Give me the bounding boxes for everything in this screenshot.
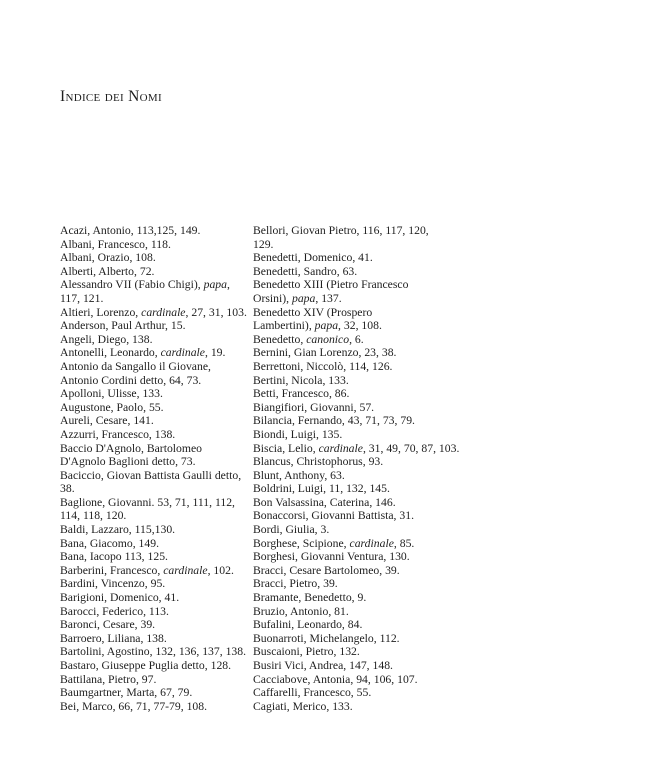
index-entry-line: Busiri Vici, Andrea, 147, 148. [253,659,393,672]
index-entry [253,605,439,619]
index-entry [60,469,246,496]
index-entry-line: Bufalini, Leonardo, 84. [253,618,363,632]
index-entry [253,414,439,428]
index-entry [253,374,439,388]
index-entry [253,333,439,347]
index-entry-line: Berrettoni, Niccolò, 114, 126. [253,359,393,373]
index-entry-line: D'Agnolo Baglioni detto, 73. [60,455,196,469]
index-entry-line: Antonio Cordini detto, 64, 73. [60,373,202,387]
index-entry [253,523,439,537]
index-entry [60,537,246,551]
index-entry [60,428,246,442]
index-entry-line: 117, 121. [60,291,104,305]
index-entry-line: 38. [60,482,75,496]
index-entry-line: Antonio da Sangallo il Giovane, [60,359,211,373]
index-entry-line: Bordi, Giulia, 3. [253,523,330,537]
index-entry-line: Bernini, Gian Lorenzo, 23, 38. [253,346,397,360]
index-entry-line: Baldi, Lazzaro, 115,130. [60,523,176,537]
italic-qualifier: cardinale [141,305,186,319]
index-entry [253,618,439,632]
index-entry [253,591,439,605]
index-entry-line: Bramante, Benedetto, 9. [253,591,367,605]
index-entry-line: Aureli, Cesare, 141. [60,414,154,428]
index-entry [60,645,246,659]
italic-qualifier: papa [291,291,316,305]
index-entry [60,224,246,238]
index-entry-line: Apolloni, Ulisse, 133. [60,387,163,401]
index-entry [60,591,246,605]
index-entry-line: Barroero, Liliana, 138. [60,631,167,645]
index-entry-line: Bracci, Pietro, 39. [253,577,338,591]
index-entry [60,306,246,320]
index-entry-line: Bruzio, Antonio, 81. [253,604,349,618]
index-entry-line: Betti, Francesco, 86. [253,387,350,401]
index-entry-line: Augustone, Paolo, 55. [60,400,164,414]
index-entry [253,306,439,333]
index-entry [253,482,439,496]
index-entry [60,700,246,714]
index-entry [60,564,246,578]
index-entry-line: Antonelli, Leonardo, cardinale, 19. [60,346,226,360]
index-entry [60,360,246,387]
index-entry [60,632,246,646]
italic-qualifier: cardinale [318,441,363,455]
italic-qualifier: cardinale [160,346,205,360]
index-entry [253,441,460,456]
index-entry [60,673,246,687]
index-entry [60,496,246,523]
index-column-right [253,224,460,713]
index-entry [60,414,246,428]
index-entry [253,659,439,673]
index-entry [60,523,246,537]
index-entry [60,659,246,673]
index-entry-line: Bertini, Nicola, 133. [253,373,349,387]
index-entry [60,686,246,700]
index-entry [253,700,439,714]
index-entry-line: Bracci, Cesare Bartolomeo, 39. [253,563,400,577]
index-entry-line: Blunt, Anthony, 63. [253,468,345,482]
index-entry-line: Barigioni, Domenico, 41. [60,591,180,605]
index-entry-line: Cagiati, Merico, 133. [253,699,353,713]
index-entry-line: Benedetti, Domenico, 41. [253,251,373,265]
index-entry-line: Barocci, Federico, 113. [60,604,169,618]
index-entry [60,442,246,469]
index-entry [253,224,439,251]
index-entry-line: Baumgartner, Marta, 67, 79. [60,686,193,700]
index-entry [253,686,439,700]
index-entry-line: Biangifiori, Giovanni, 57. [253,400,375,414]
index-entry-line: Bana, Iacopo 113, 125. [60,550,168,564]
index-entry-line: Blancus, Christophorus, 93. [253,455,384,469]
italic-qualifier: canonico [306,332,350,346]
index-entry-line: Bon Valsassina, Caterina, 146. [253,495,396,509]
index-entry [60,387,246,401]
index-entry [253,360,439,374]
index-entry [60,401,246,415]
index-entry-line: Baronci, Cesare, 39. [60,618,156,632]
index-entry-line: Bartolini, Agostino, 132, 136, 137, 138. [60,645,247,659]
index-entry-line: Orsini), papa, 137. [253,291,342,305]
index-entry-line: Alberti, Alberto, 72. [60,264,155,278]
index-entry [60,278,246,305]
index-entry-line: Albani, Francesco, 118. [60,237,171,251]
index-entry-line: Anderson, Paul Arthur, 15. [60,319,186,333]
index-entry [253,251,439,265]
index-entry [60,319,246,333]
index-entry [253,401,439,415]
index-entry [253,550,439,564]
index-entry-line: Biondi, Luigi, 135. [253,427,343,441]
index-entry [253,645,439,659]
index-entry-line: Angeli, Diego, 138. [60,332,153,346]
index-entry-line: Barberini, Francesco, cardinale, 102. [60,563,234,577]
index-entry [253,469,439,483]
index-entry [253,428,439,442]
index-entry [253,265,439,279]
index-entry-line: Buonarroti, Michelangelo, 112. [253,631,400,645]
index-entry [253,455,439,469]
index-entry [253,577,439,591]
index-entry-line: 129. [253,237,274,251]
index-entry [253,496,439,510]
index-entry-line: Bonaccorsi, Giovanni Battista, 31. [253,509,414,523]
index-entry [253,346,439,360]
index-entry-line: Altieri, Lorenzo, cardinale, 27, 31, 103. [60,305,247,319]
italic-qualifier: cardinale [163,563,208,577]
index-entry-line: Borghese, Scipione, cardinale, 85. [253,536,415,550]
index-entry-line: Cacciabove, Antonia, 94, 106, 107. [253,672,418,686]
index-entry-line: Baciccio, Giovan Battista Gaulli detto, [60,468,242,482]
index-entry-line: Lambertini), papa, 32, 108. [253,319,382,333]
index-column-left [60,224,246,713]
italic-qualifier: cardinale [349,536,394,550]
index-entry-line: Bei, Marco, 66, 71, 77-79, 108. [60,699,208,713]
index-entry [60,577,246,591]
index-entry-line: Baccio D'Agnolo, Bartolomeo [60,441,203,455]
index-entry-line: Benedetto XIV (Prospero [253,305,373,319]
index-entry-line: Caffarelli, Francesco, 55. [253,686,372,700]
italic-qualifier: papa [314,319,339,333]
index-entry-line: Borghesi, Giovanni Ventura, 130. [253,550,410,564]
index-entry-line: Bastaro, Giuseppe Puglia detto, 128. [60,659,232,672]
italic-qualifier: papa [203,278,227,292]
index-entry [253,278,439,305]
index-entry-line: Battilana, Pietro, 97. [60,672,157,686]
index-entry [253,673,439,687]
index-entry-line: Benedetti, Sandro, 63. [253,264,358,278]
index-entry-line: Bardini, Vincenzo, 95. [60,577,166,591]
index-entry [253,564,439,578]
index-entry-line: Benedetto XIII (Pietro Francesco [253,278,409,292]
index-entry-line: Alessandro VII (Fabio Chigi), papa, [60,278,230,292]
index-entry [60,251,246,265]
index-entry-line: Albani, Orazio, 108. [60,251,156,265]
index-entry-line: Benedetto, canonico, 6. [253,332,364,346]
index-entry [60,618,246,632]
index-entry-line: Boldrini, Luigi, 11, 132, 145. [253,482,390,496]
index-entry [60,605,246,619]
index-entry-line: Bilancia, Fernando, 43, 71, 73, 79. [253,414,415,428]
index-entry-line: Biscia, Lelio, cardinale, 31, 49, 70, 87, 103. [253,441,460,455]
index-entry-line: Bana, Giacomo, 149. [60,536,159,550]
index-entry [253,509,439,523]
index-entry-line: Buscaioni, Pietro, 132. [253,645,360,659]
index-entry [253,537,439,551]
index-entry [60,265,246,279]
index-entry [253,387,439,401]
index-entry-line: Acazi, Antonio, 113,125, 149. [60,224,201,237]
index-entry [253,632,439,646]
index-entry-line: Bellori, Giovan Pietro, 116, 117, 120, [253,224,429,237]
index-entry-line: Baglione, Giovanni. 53, 71, 111, 112, [60,495,235,509]
index-entry-line: Azzurri, Francesco, 138. [60,427,176,441]
index-entry [60,238,246,252]
page-title: Indice dei Nomi [60,88,162,105]
index-entry [60,333,246,347]
index-entry [60,550,246,564]
index-entry-line: 114, 118, 120. [60,509,127,523]
index-entry [60,346,246,360]
